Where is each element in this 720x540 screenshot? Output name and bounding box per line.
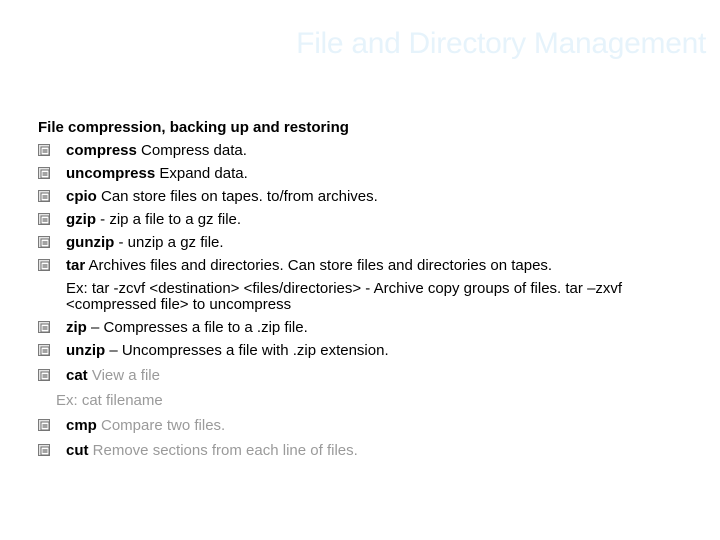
list-item	[0, 442, 720, 462]
command-name: unzip	[66, 342, 106, 359]
tar-example-line2: <compressed file> to uncompress	[66, 296, 292, 313]
command-description: - zip a file to a gz file.	[96, 211, 242, 228]
page-bullet-icon	[38, 344, 50, 356]
list-item	[0, 234, 720, 254]
command-description: View a file	[87, 367, 160, 384]
command-description: Compress data.	[136, 142, 247, 159]
command-description: Archives files and directories. Can store files and directories on tapes.	[85, 257, 553, 274]
command-description: Can store files on tapes. to/from archives.	[96, 188, 378, 205]
list-item	[0, 342, 720, 362]
list-item	[0, 211, 720, 231]
cat-example: Ex: cat filename	[56, 392, 163, 409]
command-name: cpio	[66, 188, 97, 205]
command-description: - unzip a gz file.	[114, 234, 224, 251]
command-description: – Compresses a file to a .zip file.	[86, 319, 308, 336]
command-name: cat	[66, 367, 88, 384]
command-name: cmp	[66, 417, 97, 434]
command-name: zip	[66, 319, 87, 336]
command-name: compress	[66, 142, 137, 159]
page-bullet-icon	[38, 190, 50, 202]
command-description: Compare two files.	[96, 417, 226, 434]
list-item	[0, 165, 720, 185]
command-name: tar	[66, 257, 86, 274]
page-bullet-icon	[38, 259, 50, 271]
page-bullet-icon	[38, 167, 50, 179]
command-name: gunzip	[66, 234, 115, 251]
command-description: Remove sections from each line of files.	[88, 442, 358, 459]
page-bullet-icon	[38, 369, 50, 381]
section-heading: File compression, backing up and restoring	[38, 119, 349, 136]
page-bullet-icon	[38, 213, 50, 225]
command-name: gzip	[66, 211, 96, 228]
list-item	[0, 188, 720, 208]
list-item	[0, 319, 720, 339]
list-item	[0, 257, 720, 277]
command-description: – Uncompresses a file with .zip extension.	[105, 342, 389, 359]
list-item	[0, 417, 720, 437]
slide-title: File and Directory Management	[296, 27, 706, 60]
page-bullet-icon	[38, 236, 50, 248]
page-bullet-icon	[38, 444, 50, 456]
page-bullet-icon	[38, 419, 50, 431]
command-name: cut	[66, 442, 89, 459]
tar-example-line1: Ex: tar -zcvf <destination> <files/directories> - Archive copy groups of files. tar –zxvf	[66, 280, 623, 297]
page-bullet-icon	[38, 321, 50, 333]
command-description: Expand data.	[155, 165, 248, 182]
command-name: uncompress	[66, 165, 156, 182]
list-item	[0, 367, 720, 387]
list-item	[0, 142, 720, 162]
page-bullet-icon	[38, 144, 50, 156]
